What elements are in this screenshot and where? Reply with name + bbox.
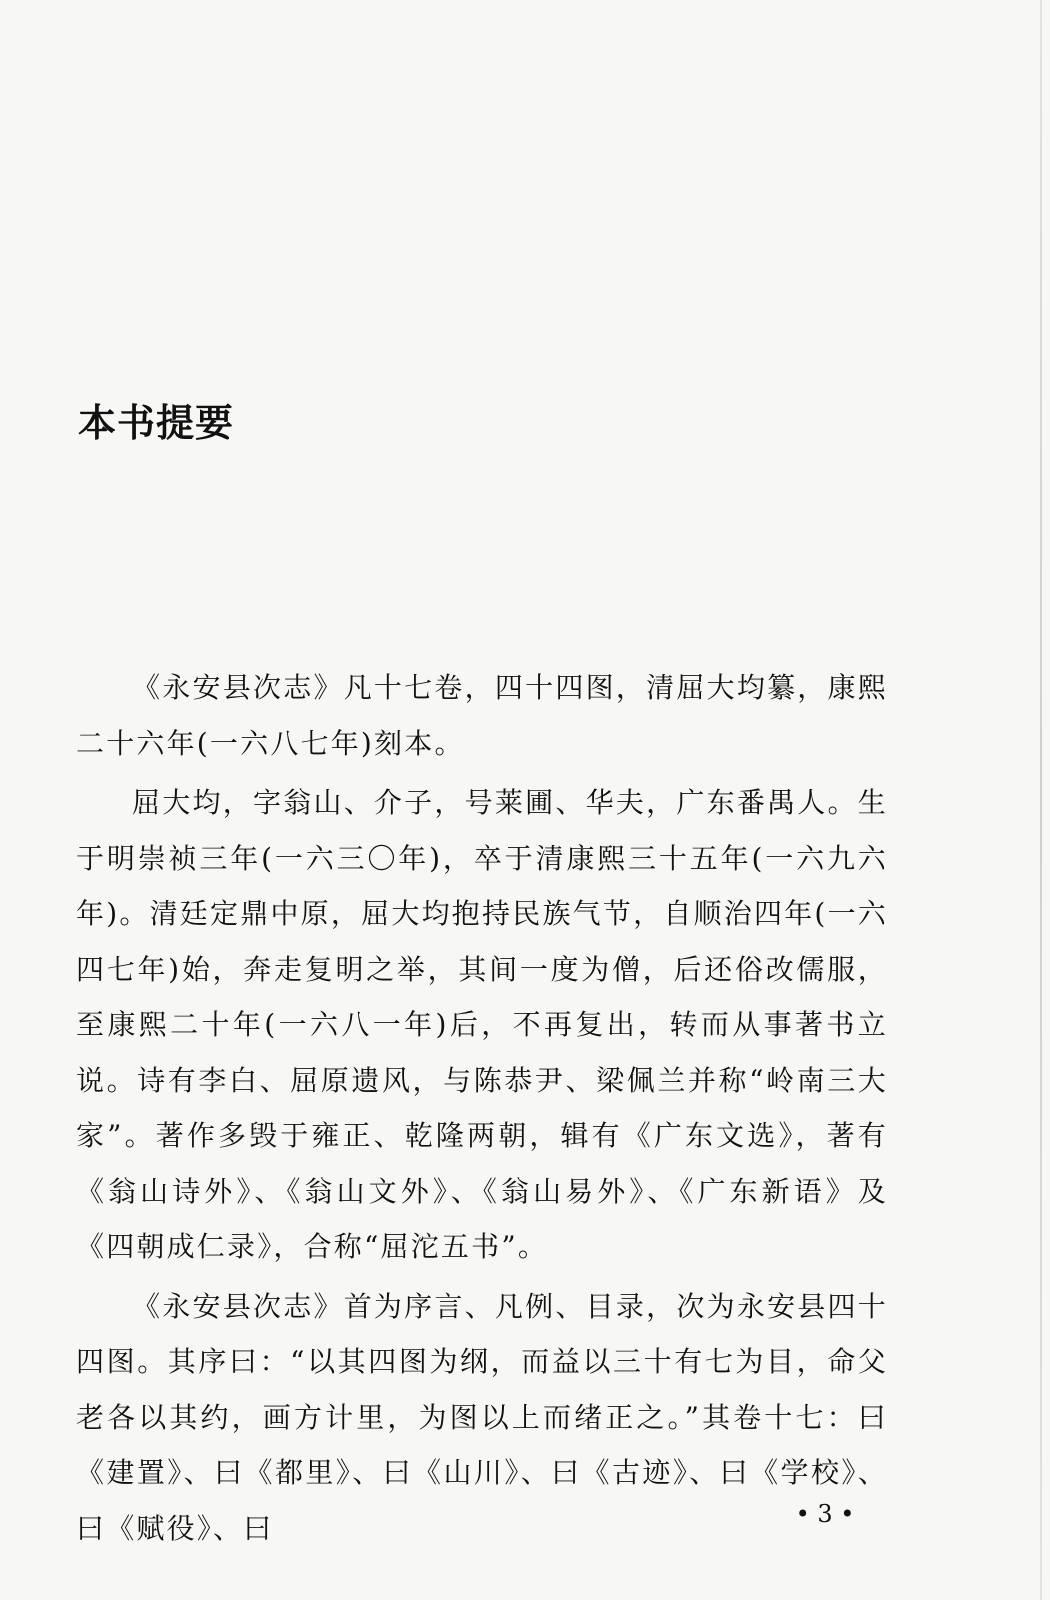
- paragraph-1: 《永安县次志》凡十七卷，四十四图，清屈大均纂，康熙二十六年(一六八七年)刻本。: [76, 671, 888, 760]
- paragraph-3: 《永安县次志》首为序言、凡例、目录，次为永安县四十四图。其序曰：“以其四图为纲，而益以三十有七为目，命父老各以其约，画方计里，为图以上而绪正之。”其卷十七：曰《建置》、曰《都里》、曰《山川》、曰《古迹》、曰《学校》、曰《赋役》、曰: [76, 1289, 888, 1545]
- page-edge-line: [1040, 0, 1042, 1600]
- body-text: [76, 660, 888, 1560]
- page-title: 本书提要: [78, 401, 235, 445]
- paragraph-2: 屈大均，字翁山、介子，号莱圃、华夫，广东番禺人。生于明崇祯三年(一六三〇年)，卒于清康熙三十五年(一六九六年)。清廷定鼎中原，屈大均抱持民族气节，自顺治四年(一六四七年)始，奔走复明之举，其间一度为僧，后还俗改儒服，至康熙二十年(一六八一年)后，不再复出，转而从事著书立说。诗有李白、屈原遗风，与陈恭尹、梁佩兰并称“岭南三大家”。著作多毁于雍正、乾隆两朝，辑有《广东文选》，著有《翁山诗外》、《翁山文外》、《翁山易外》、《广东新语》及《四朝成仁录》，合称“屈沱五书”。: [76, 786, 888, 1263]
- page-number: • 3 •: [795, 1500, 855, 1528]
